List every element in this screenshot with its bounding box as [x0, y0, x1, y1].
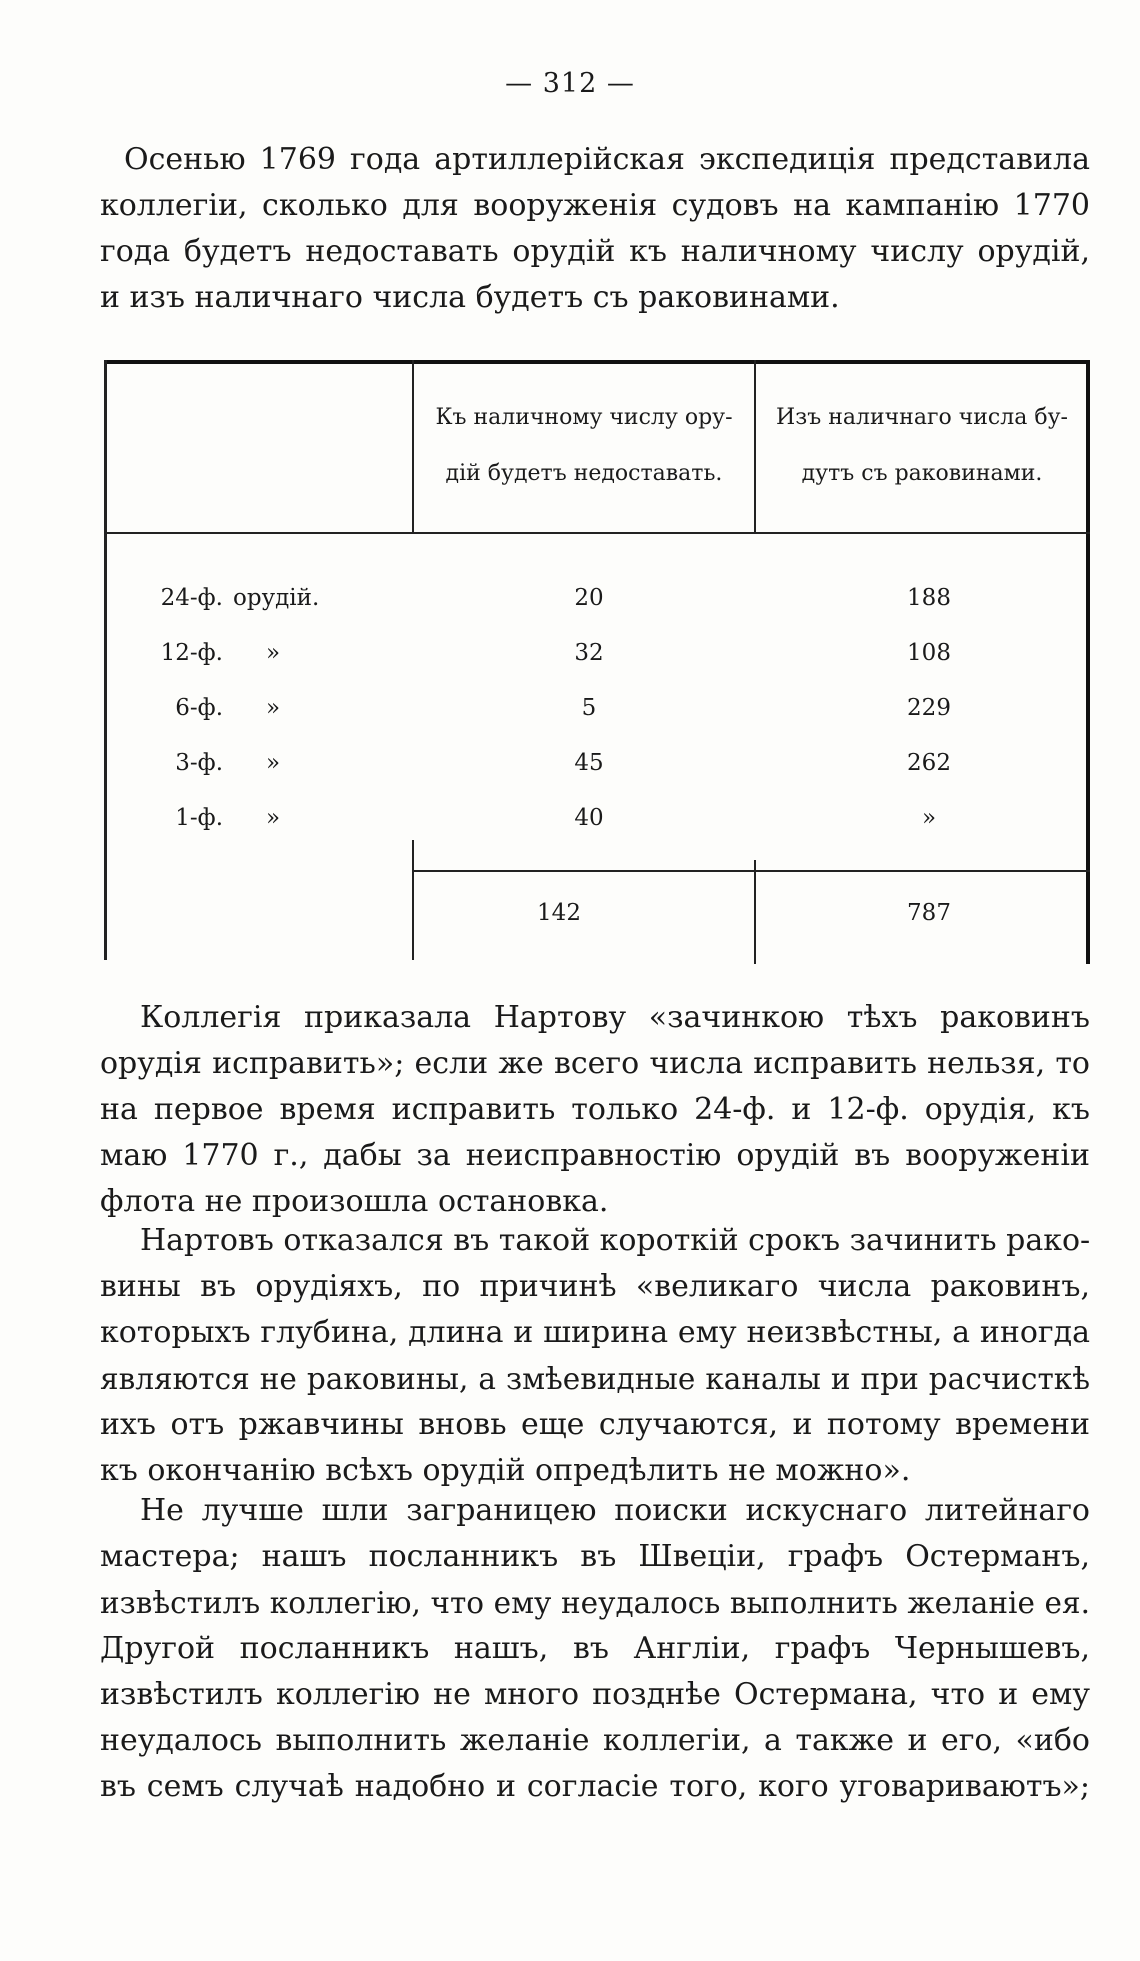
header-pitted-guns	[758, 390, 1086, 502]
header-line: дій будетъ недоставать.	[445, 461, 723, 486]
missing-count: 40	[574, 805, 604, 831]
text-line: мастера; нашъ посланникъ въ Швеціи, графъ Остерманъ,	[100, 1539, 1090, 1574]
table-totals-row	[104, 888, 1090, 938]
pitted-count: 262	[907, 750, 951, 776]
text-line: коллегіи, сколько для вооруженія судовъ на кампанію 1770	[100, 188, 1090, 223]
table-row	[104, 793, 1090, 843]
text-line: которыхъ глубина, длина и ширина ему неизвѣстны, а иногда	[100, 1315, 1090, 1350]
collegium-paragraph	[100, 995, 1090, 1225]
table-column-divider	[754, 360, 756, 532]
header-line: Изъ наличнаго числа бу-	[776, 405, 1068, 430]
missing-count: 45	[574, 750, 604, 776]
text-line: Другой посланникъ нашъ, въ Англіи, графъ Чернышевъ,	[100, 1631, 1090, 1666]
header-missing-guns	[416, 390, 752, 502]
caliber: 12-ф.	[160, 640, 223, 666]
text-line: вины въ орудіяхъ, по причинѣ «великаго числа раковинъ,	[100, 1269, 1090, 1304]
text-line: неудалось выполнить желаніе коллегіи, а также и его, «ибо	[100, 1723, 1090, 1758]
text-line: на первое время исправить только 24-ф. и 12-ф. орудія, къ	[100, 1092, 1090, 1127]
text-line: Не лучше шли заграницею поиски искуснаго литейнаго	[140, 1493, 1090, 1528]
ditto-mark: »	[265, 750, 281, 776]
pitted-count: 229	[907, 695, 951, 721]
pitted-total: 787	[907, 900, 951, 926]
ditto-mark: »	[265, 805, 281, 831]
text-line: флота не произошла остановка.	[100, 1184, 609, 1219]
text-line: являются не раковины, а змѣевидные каналы и при расчисткѣ	[100, 1362, 1090, 1396]
missing-count: 5	[581, 695, 597, 721]
foreign-envoys-paragraph	[100, 1488, 1090, 1810]
pitted-count: 188	[907, 585, 951, 611]
text-line: маю 1770 г., дабы за неисправностію орудій въ вооруженіи	[100, 1138, 1090, 1173]
caliber: 1-ф.	[175, 805, 223, 831]
text-line: въ семъ случаѣ надобно и согласіе того, кого уговариваютъ»;	[100, 1769, 1090, 1804]
header-line: Къ наличному числу ору-	[435, 405, 733, 430]
guns-table	[104, 360, 1090, 966]
text-line: года будетъ недоставать орудій къ наличному числу орудій,	[100, 234, 1090, 269]
gun-kind: орудій.	[233, 585, 320, 611]
ditto-mark: »	[265, 695, 281, 721]
table-row	[104, 573, 1090, 623]
text-line: къ окончанію всѣхъ орудій опредѣлить не можно».	[100, 1453, 911, 1488]
table-row	[104, 683, 1090, 733]
text-line: орудія исправить»; если же всего числа исправить нельзя, то	[100, 1046, 1090, 1081]
missing-total: 142	[537, 900, 581, 926]
table-top-rule	[104, 360, 1090, 364]
caliber: 3-ф.	[175, 750, 223, 776]
text-line: и изъ наличнаго числа будетъ съ раковинами.	[100, 280, 840, 315]
header-line: дутъ съ раковинами.	[801, 461, 1043, 486]
row-label	[128, 793, 388, 843]
text-line: извѣстилъ коллегію не много позднѣе Остермана, что и ему	[100, 1677, 1090, 1712]
pitted-count: »	[921, 805, 937, 831]
intro-paragraph	[100, 137, 1090, 321]
text-line: извѣстилъ коллегію, что ему неудалось выполнить желаніе ея.	[100, 1586, 1090, 1620]
table-header-rule	[104, 532, 1090, 534]
missing-count: 20	[574, 585, 604, 611]
table-row	[104, 628, 1090, 678]
caliber: 6-ф.	[175, 695, 223, 721]
table-row	[104, 738, 1090, 788]
table-sum-rule	[414, 870, 1090, 872]
row-label	[128, 683, 388, 733]
text-line: ихъ отъ ржавчины вновь еще случаются, и потому времени	[100, 1407, 1090, 1442]
row-label	[128, 573, 388, 623]
missing-count: 32	[574, 640, 604, 666]
pitted-count: 108	[907, 640, 951, 666]
caliber: 24-ф.	[160, 585, 223, 611]
page-number: — 312 —	[505, 68, 635, 99]
row-label	[128, 738, 388, 788]
nartov-paragraph	[100, 1218, 1090, 1494]
text-line: Коллегія приказала Нартову «зачинкою тѣхъ раковинъ	[140, 1000, 1090, 1035]
text-line: Нартовъ отказался въ такой короткій срокъ зачинить рако-	[140, 1223, 1091, 1258]
text-line: Осенью 1769 года артиллерійская экспедиція представила	[124, 142, 1090, 177]
row-label	[128, 628, 388, 678]
table-column-divider	[412, 360, 414, 532]
ditto-mark: »	[265, 640, 281, 666]
